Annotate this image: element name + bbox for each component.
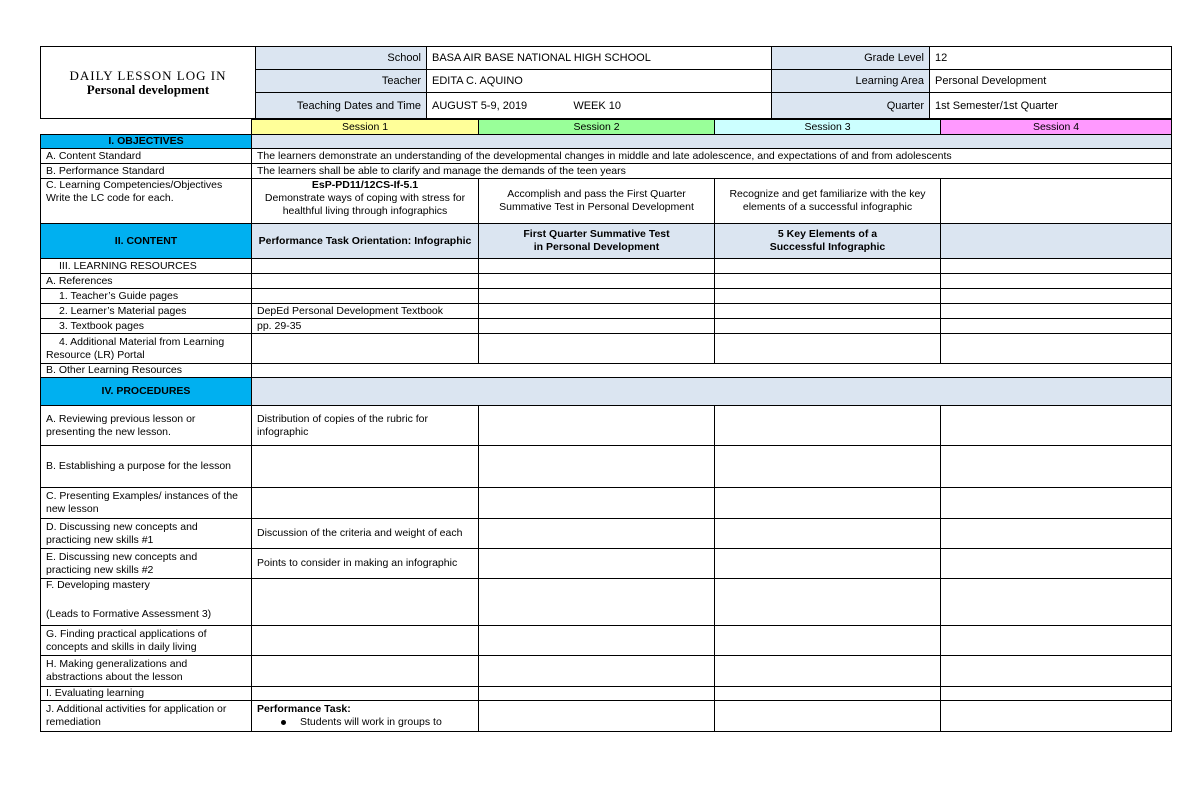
competency-session-4 [941,179,1172,224]
teacher-label: Teacher [256,70,427,93]
competencies-label-line-2: Write the LC code for each. [46,192,174,204]
learners-material-value: DepEd Personal Development Textbook [252,304,479,319]
procedure-i-label: I. Evaluating learning [41,687,252,701]
competencies-label-line-1: C. Learning Competencies/Objectives [46,179,223,191]
procedure-j-label-line-1: J. Additional activities for application or [46,703,227,715]
content-session-1: Performance Task Orientation: Infographic [252,224,479,259]
competencies-label [41,179,252,224]
procedure-a-value-line-1: Distribution of copies of the rubric for [257,412,428,425]
quarter-value: 1st Semester/1st Quarter [930,93,1172,119]
content-session-3-line-2: Successful Infographic [769,241,886,253]
grade-level-value: 12 [930,47,1172,70]
procedure-g-label [41,626,252,656]
procedure-b-label: B. Establishing a purpose for the lesson [41,446,252,488]
procedures-heading: IV. PROCEDURES [41,378,252,406]
week-value: WEEK 10 [573,99,621,112]
learning-area-value: Personal Development [930,70,1172,93]
performance-task-bullet-text: Students will work in groups to [300,716,442,728]
bullet-icon [281,720,286,725]
session-4-header: Session 4 [941,120,1172,135]
content-session-2 [479,224,715,259]
objectives-heading: I. OBJECTIVES [41,135,252,149]
school-label: School [256,47,427,70]
title-line-2: Personal development [86,81,210,97]
procedure-h-label-line-1: H. Making generalizations and [46,658,188,670]
textbook-pages-value: pp. 29-35 [252,319,479,334]
teacher-value: EDITA C. AQUINO [427,70,772,93]
objectives-heading-fill [252,135,1172,149]
lesson-log-table [40,119,1172,732]
header-table [40,46,1172,119]
session-2-header: Session 2 [479,120,715,135]
references-label: A. References [41,274,252,289]
title-line-1: DAILY LESSON LOG IN [69,67,227,83]
content-session-2-line-2: in Personal Development [533,241,660,253]
procedure-j-label-line-2: remediation [46,716,101,728]
procedure-c-label [41,488,252,519]
additional-material-label [41,334,252,364]
competency-session-2: Accomplish and pass the First Quarter Summative Test in Personal Development [479,179,715,224]
learning-area-label: Learning Area [772,70,930,93]
competency-session-3: Recognize and get familiarize with the key elements of a successful infographic [715,179,941,224]
procedure-e-session-1: Points to consider in making an infographic [252,549,479,579]
procedure-e-label-line-2: practicing new skills #2 [46,563,154,576]
competency-session-1-text: Demonstrate ways of coping with stress for healthful living through infographics [264,192,466,217]
content-heading: II. CONTENT [41,224,252,259]
procedure-h-label-line-2: abstractions about the lesson [46,671,183,683]
grade-level-label: Grade Level [772,47,930,70]
procedure-h-label [41,656,252,687]
learners-material-label: 2. Learner’s Material pages [41,304,252,319]
additional-material-line-2: Resource (LR) Portal [46,348,145,361]
additional-material-line-1: 4. Additional Material from Learning [59,335,225,348]
textbook-pages-label: 3. Textbook pages [41,319,252,334]
session-1-header: Session 1 [252,120,479,135]
performance-standard-value: The learners shall be able to clarify and manage the demands of the teen years [252,164,1172,179]
procedures-heading-fill [252,378,1172,406]
content-standard-value: The learners demonstrate an understanding of the developmental changes in middle and late adolescence, and expectations of and from adolescents [252,149,1172,164]
procedure-a-session-1 [252,406,479,446]
procedure-d-label-line-2: practicing new skills #1 [46,533,154,546]
procedure-e-label-line-1: E. Discussing new concepts and [46,550,198,563]
procedure-a-label [41,406,252,446]
procedure-f-label-line-2: (Leads to Formative Assessment 3) [46,608,212,620]
performance-task-bullet [257,716,473,729]
competency-session-1 [252,179,479,224]
other-resources-label: B. Other Learning Resources [41,364,252,378]
procedure-c-label-line-2: new lesson [46,503,99,515]
procedure-f-label-line-1: F. Developing mastery [46,579,150,591]
content-session-3 [715,224,941,259]
teaching-dates-value: AUGUST 5-9, 2019 [432,99,528,112]
procedure-d-label [41,519,252,549]
procedure-g-label-line-1: G. Finding practical applications of [46,627,207,640]
teaching-dates-label: Teaching Dates and Time [256,93,427,119]
performance-standard-label: B. Performance Standard [41,164,252,179]
teachers-guide-label: 1. Teacher’s Guide pages [41,289,252,304]
school-value: BASA AIR BASE NATIONAL HIGH SCHOOL [427,47,772,70]
lesson-log-sheet [40,46,1172,732]
performance-task-title: Performance Task: [257,703,351,715]
competency-code: EsP-PD11/12CS-If-5.1 [311,179,419,191]
procedure-a-label-line-1: A. Reviewing previous lesson or [46,412,196,425]
procedure-d-label-line-1: D. Discussing new concepts and [46,520,198,533]
content-session-2-line-1: First Quarter Summative Test [523,228,670,240]
procedure-j-label [41,701,252,732]
procedure-f-label [41,579,252,626]
procedure-c-label-line-1: C. Presenting Examples/ instances of the [46,490,239,502]
learning-resources-heading: III. LEARNING RESOURCES [41,259,252,274]
procedure-j-session-1 [252,701,479,732]
content-standard-label: A. Content Standard [41,149,252,164]
procedure-a-value-line-2: infographic [257,425,309,438]
session-3-header: Session 3 [715,120,941,135]
log-title [41,47,256,119]
quarter-label: Quarter [772,93,930,119]
teaching-dates-cell [427,93,772,119]
content-session-4 [941,224,1172,259]
blank-corner [41,120,252,135]
procedure-g-label-line-2: concepts and skills in daily living [46,640,197,653]
procedure-d-session-1: Discussion of the criteria and weight of each [252,519,479,549]
procedure-e-label [41,549,252,579]
procedure-a-label-line-2: presenting the new lesson. [46,425,171,438]
content-session-3-line-1: 5 Key Elements of a [777,228,878,240]
